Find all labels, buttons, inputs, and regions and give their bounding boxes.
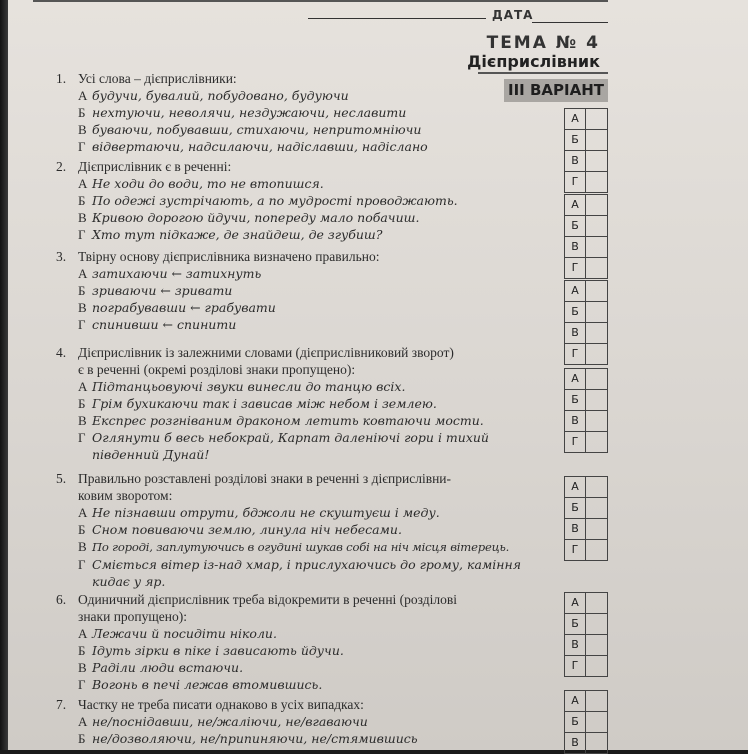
answer-box-d[interactable] xyxy=(586,344,607,364)
question-7: 7. Частку не треба писати однаково в усіх випадках: А не/поснідавши, не/жаліючи, не/вгаваючи Б не/дозволяючи, не/припиняючи, не/стямившись xyxy=(56,696,556,747)
option-c: В пограбувавши ← грабувати xyxy=(78,300,276,315)
option-a: А не/поснідавши, не/жаліючи, не/вгаваючи xyxy=(78,714,368,729)
answer-box-d[interactable] xyxy=(586,258,607,278)
option-a: А будучи, бувалий, побудовано, будуючи xyxy=(78,88,349,103)
option-a: А Не пізнавши отрути, бджоли не скуштуєш і меду. xyxy=(78,505,440,520)
option-c: В По городі, заплутуючись в огудині шукав собі на ніч місця вітерець. xyxy=(78,539,510,554)
answer-grid-5: А Б В Г xyxy=(564,476,608,561)
question-4: 4. Дієприслівник із залежними словами (дієприслівниковий зворот) є в реченні (окремі розділові знаки пропущено): А Підтанцьовуючі звуки винесли до танцю всіх. Б Грім бухикаючи так і зависав між небом і землею. В Експрес розгніваним драконом летить ковтаючи мости. Г Оглянути б весь небокрай, Карпат даленіючі гори і тихий південний Дунай! xyxy=(56,344,556,463)
answer-grid-3: А Б В Г xyxy=(564,280,608,365)
answer-box-a[interactable] xyxy=(586,369,607,389)
answer-box-c[interactable] xyxy=(586,411,607,431)
answer-box-b[interactable] xyxy=(586,302,607,322)
option-a: А затихаючи ← затихнуть xyxy=(78,266,262,281)
answer-grid-2: А Б В Г xyxy=(564,194,608,279)
option-d: Г відвертаючи, надсилаючи, надіславши, надіслано xyxy=(78,139,428,154)
theme-subtitle: Дієприслівник xyxy=(467,52,600,71)
worksheet-page xyxy=(8,0,748,750)
option-b: Б По одежі зустрічають, а по мудрості проводжають. xyxy=(78,193,458,208)
page-edge-shadow xyxy=(0,0,8,750)
answer-box-c[interactable] xyxy=(586,733,607,753)
answer-box-a[interactable] xyxy=(586,109,607,129)
answer-box-c[interactable] xyxy=(586,635,607,655)
answer-grid-7: А Б В xyxy=(564,690,608,754)
name-line xyxy=(308,18,486,19)
answer-grid-6: А Б В Г xyxy=(564,592,608,677)
answer-box-d[interactable] xyxy=(586,656,607,676)
question-5: 5. Правильно розставлені розділові знаки в реченні з дієприслівни- ковим зворотом: А Не пізнавши отрути, бджоли не скуштуєш і меду. Б Сном повиваючи землю, линула ніч небесами. В По городі, заплутуючись в огудині шукав собі на ніч місця вітерець. Г Сміється вітер із-над хмар, і прислухаючись до грому, каміння кидає у яр. xyxy=(56,470,556,590)
answer-box-c[interactable] xyxy=(586,151,607,171)
answer-box-c[interactable] xyxy=(586,237,607,257)
answer-box-b[interactable] xyxy=(586,498,607,518)
answer-box-a[interactable] xyxy=(586,593,607,613)
answer-box-d[interactable] xyxy=(586,432,607,452)
question-6: 6. Одиничний дієприслівник треба відокремити в реченні (розділові знаки пропущено): А Лежачи й посидіти ніколи. Б Ідуть зірки в піке і зависають йдучи. В Раділи люди встаючи. Г Вогонь в печі лежав втомившись. xyxy=(56,591,556,693)
answer-box-d[interactable] xyxy=(586,540,607,560)
answer-box-a[interactable] xyxy=(586,195,607,215)
option-b: Б зриваючи ← зривати xyxy=(78,283,233,298)
answer-box-b[interactable] xyxy=(586,130,607,150)
option-c: В Раділи люди встаючи. xyxy=(78,660,244,675)
question-number: 1. xyxy=(56,71,67,86)
answer-box-c[interactable] xyxy=(586,519,607,539)
answer-box-d[interactable] xyxy=(586,172,607,192)
question-3: 3. Твірну основу дієприслівника визначено правильно: А затихаючи ← затихнуть Б зриваючи ← зривати В пограбувавши ← грабувати Г спинивши ← спинити xyxy=(56,248,556,333)
option-b: Б не/дозволяючи, не/припиняючи, не/стямившись xyxy=(78,731,418,746)
answer-box-a[interactable] xyxy=(586,477,607,497)
answer-box-a[interactable] xyxy=(586,281,607,301)
option-c: В Кривою дорогою йдучи, попереду мало побачиш. xyxy=(78,210,420,225)
variant-badge: ІІІ ВАРІАНТ xyxy=(504,79,608,102)
option-d-continued: південний Дунай! xyxy=(92,447,210,462)
option-d: Г спинивши ← спинити xyxy=(78,317,237,332)
answer-box-b[interactable] xyxy=(586,390,607,410)
option-b: Б Сном повиваючи землю, линула ніч небесами. xyxy=(78,522,402,537)
option-a: А Не ходи до води, то не втопишся. xyxy=(78,176,324,191)
option-a: А Підтанцьовуючі звуки винесли до танцю всіх. xyxy=(78,379,406,394)
option-b: Б Ідуть зірки в піке і зависають йдучи. xyxy=(78,643,344,658)
option-b: Б Грім бухикаючи так і зависав між небом і землею. xyxy=(78,396,437,411)
question-1 xyxy=(56,70,556,155)
answer-box-c[interactable] xyxy=(586,323,607,343)
option-b: Б нехтуючи, неволячи, нездужаючи, неславити xyxy=(78,105,407,120)
option-a: А Лежачи й посидіти ніколи. xyxy=(78,626,277,641)
answer-box-a[interactable] xyxy=(586,691,607,711)
question-text: Усі слова – дієприслівники: xyxy=(78,71,237,86)
answer-grid-4: А Б В Г xyxy=(564,368,608,453)
theme-title: ТЕМА № 4 xyxy=(486,33,600,53)
option-c: В буваючи, побувавши, стихаючи, непритомніючи xyxy=(78,122,422,137)
option-d-continued: кидає у яр. xyxy=(92,574,166,589)
answer-box-b[interactable] xyxy=(586,216,607,236)
option-d: Г Сміється вітер із-над хмар, і прислухаючись до грому, каміння xyxy=(78,557,522,572)
date-label: ДАТА xyxy=(492,8,534,22)
top-rule xyxy=(33,0,608,2)
option-d: Г Вогонь в печі лежав втомившись. xyxy=(78,677,323,692)
answer-box-b[interactable] xyxy=(586,712,607,732)
option-d: Г Хто тут підкаже, де знайдеш, де згубиш? xyxy=(78,227,383,242)
answer-box-b[interactable] xyxy=(586,614,607,634)
option-c: В Експрес розгніваним драконом летить ковтаючи мости. xyxy=(78,413,484,428)
date-line xyxy=(532,22,608,23)
answer-grid-1: А Б В Г xyxy=(564,108,608,193)
option-d: Г Оглянути б весь небокрай, Карпат даленіючі гори і тихий xyxy=(78,430,489,445)
question-2: 2. Дієприслівник є в реченні: А Не ходи до води, то не втопишся. Б По одежі зустрічають, а по мудрості проводжають. В Кривою дорогою йдучи, попереду мало побачиш. Г Хто тут підкаже, де знайдеш, де згубиш? xyxy=(56,158,556,243)
